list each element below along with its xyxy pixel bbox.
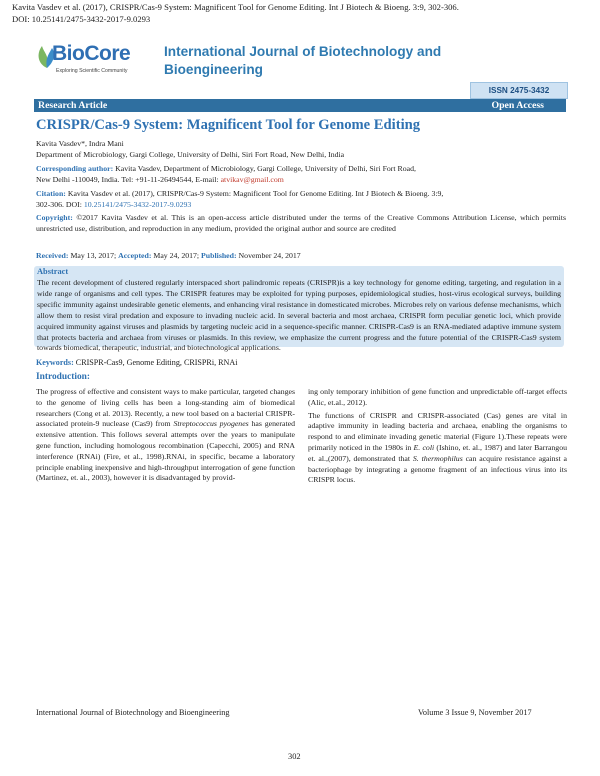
footer-journal: International Journal of Biotechnology and Bioengineering (36, 708, 230, 717)
body-text: has generated extensive attention. This follows several attempts over the years to manipulate gene function, including homologous recombination (Capecchi, 2005) and RNA interference (RNAi) (Fire, et al., 1998).RNAi, in specific, became a laboratory principle enabling inexpensive and high-throughput interrogation of gene function (Martinez, et. al., 2003), however it is disadvantaged by provid- (36, 419, 296, 483)
authors: Kavita Vasdev*, Indra Mani (36, 139, 124, 148)
logo-wordmark: BioCore (52, 42, 131, 65)
body-text: (Ishino, et. al., 1987) and later Barrangou et. al.,(2007), demonstrated that (308, 442, 567, 463)
body-text: The progress of effective and consistent ways to make particular, targeted changes to the genome of living cells has been a long-standing aim of biomedical researchers (Cong et al. 2013). Recently, a new tool based on a bacterial CRISPR-associated protein-9 nuclease (Cas9) from (36, 387, 295, 429)
corresponding-email-link[interactable]: atvikav@gmail.com (220, 174, 284, 184)
body-paragraph: ing only temporary inhibition of gene function and unpredictable off-target effects (Alic, et.al., 2012). (308, 387, 567, 407)
citation-text2: 302-306. DOI: (36, 199, 82, 209)
body-text: can acquire resistance against a bacteriophage by integrating a genome fragment of an infectious virus into its CRISPR locus. (308, 453, 567, 485)
species-name: E. coli (413, 442, 435, 452)
affiliation: Department of Microbiology, Gargi College, University of Delhi, Siri Fort Road, New Delhi, India (36, 150, 345, 159)
body-paragraph (36, 387, 295, 484)
biocore-logo (36, 44, 162, 84)
article-type-label: Research Article (38, 100, 108, 111)
dates (36, 251, 566, 262)
body-left-column (36, 387, 295, 484)
article-type-bar (34, 99, 566, 112)
published-label: Published: (201, 251, 237, 260)
top-citation (12, 1, 592, 25)
keywords (36, 358, 566, 367)
journal-title: International Journal of Biotechnology and Bioengineering (164, 44, 442, 77)
article-title: CRISPR/Cas-9 System: Magnificent Tool for Genome Editing (36, 117, 421, 133)
citation-text: Kavita Vasdev et al. (2017), CRISPR/Cas-9 System: Magnificent Tool for Genome Editing. Int J Biotech & Bioeng. 3:9, (67, 189, 444, 198)
corresponding-author (36, 164, 566, 185)
received-date: May 13, 2017; (70, 251, 117, 260)
top-citation-line2: DOI: 10.25141/2475-3432-2017-9.0293 (12, 14, 151, 24)
corresponding-label: Corresponding author: (36, 164, 114, 173)
body-text: The functions of CRISPR and CRISPR-associated (Cas) genes are vital in adaptive immunity in leading bacteria and archaea, enabling the organisms to respond to and eliminate invading genetic material (Figure 1).These repeats were primarily noticed in the 1980s in (308, 410, 567, 452)
abstract-box (34, 266, 564, 353)
published-date: November 24, 2017 (238, 251, 301, 260)
open-access-label: Open Access (491, 100, 544, 111)
species-name: S. thermophilus (412, 453, 463, 463)
accepted-date: May 24, 2017; (153, 251, 200, 260)
footer-volume: Volume 3 Issue 9, November 2017 (418, 708, 532, 717)
copyright (36, 213, 566, 234)
corresponding-text: Kavita Vasdev, Department of Microbiology, Gargi College, University of Delhi, Siri Fort Road, (115, 164, 416, 173)
accepted-label: Accepted: (118, 251, 152, 260)
page-number: 302 (288, 752, 301, 761)
citation-doi-link[interactable]: 10.25141/2475-3432-2017-9.0293 (83, 199, 192, 209)
top-citation-line1: Kavita Vasdev et al. (2017), CRISPR/Cas-9 System: Magnificent Tool for Genome Editing. Int J Biotech & Bioeng. 3:9, 302-306. (12, 2, 459, 12)
issn-badge: ISSN 2475-3432 (470, 82, 568, 99)
received-label: Received: (36, 251, 69, 260)
introduction-heading: Introduction: (36, 372, 91, 382)
corresponding-text2: New Delhi -110049, India. Tel: +91-11-26494544, E-mail: (36, 174, 219, 184)
logo-tagline: Exploring Scientific Community (56, 68, 128, 74)
species-name: Streptococcus pyogenes (173, 419, 249, 429)
abstract-heading: Abstract (37, 267, 69, 276)
keywords-label: Keywords: (36, 358, 74, 367)
copyright-label: Copyright: (36, 213, 73, 222)
body-right-column (308, 387, 567, 486)
abstract-text: The recent development of clustered regularly interspaced short palindromic repeats (CRISPR)is a key technology for genome editing, targeting, and regulation in a wide range of organisms and cell types. The CRISPR features may be exploited for typing purposes, epidemiological studies, host-virus ecological surveys, building specific immunity against undesirable genetic elements, and enhancing viral resistance in domesticated microbes. Microbes rely on various defense mechanisms, which allow them to resist viral predation and exposure to invading nucleic acid. In several bacteria and most archaea, CRISPR form peculiar genetic loci, which provide acquired immunity against viruses and plasmids by targeting nucleic acid in a sequence-specific manner. CRISPR-Cas9 is an RNA-mediated adaptive immune system that protects bacteria and archaea from viruses or plasmids. In this review, we emphasize the current progress and the future potential of the CRISPR-Cas9 system towards biomedical, therapeutic, industrial, and biotechnological applications. (37, 278, 561, 353)
citation (36, 189, 566, 210)
copyright-text: ©2017 Kavita Vasdev et al. This is an open-access article distributed under the terms of the Creative Commons Attribution License, which permits unrestricted use, distribution, and reproduction in any medium, provided the original author and source are credited (36, 213, 566, 233)
keywords-text: CRISPR-Cas9, Genome Editing, CRISPRi, RNAi (75, 358, 238, 367)
citation-label: Citation: (36, 189, 66, 198)
body-paragraph (308, 411, 567, 487)
